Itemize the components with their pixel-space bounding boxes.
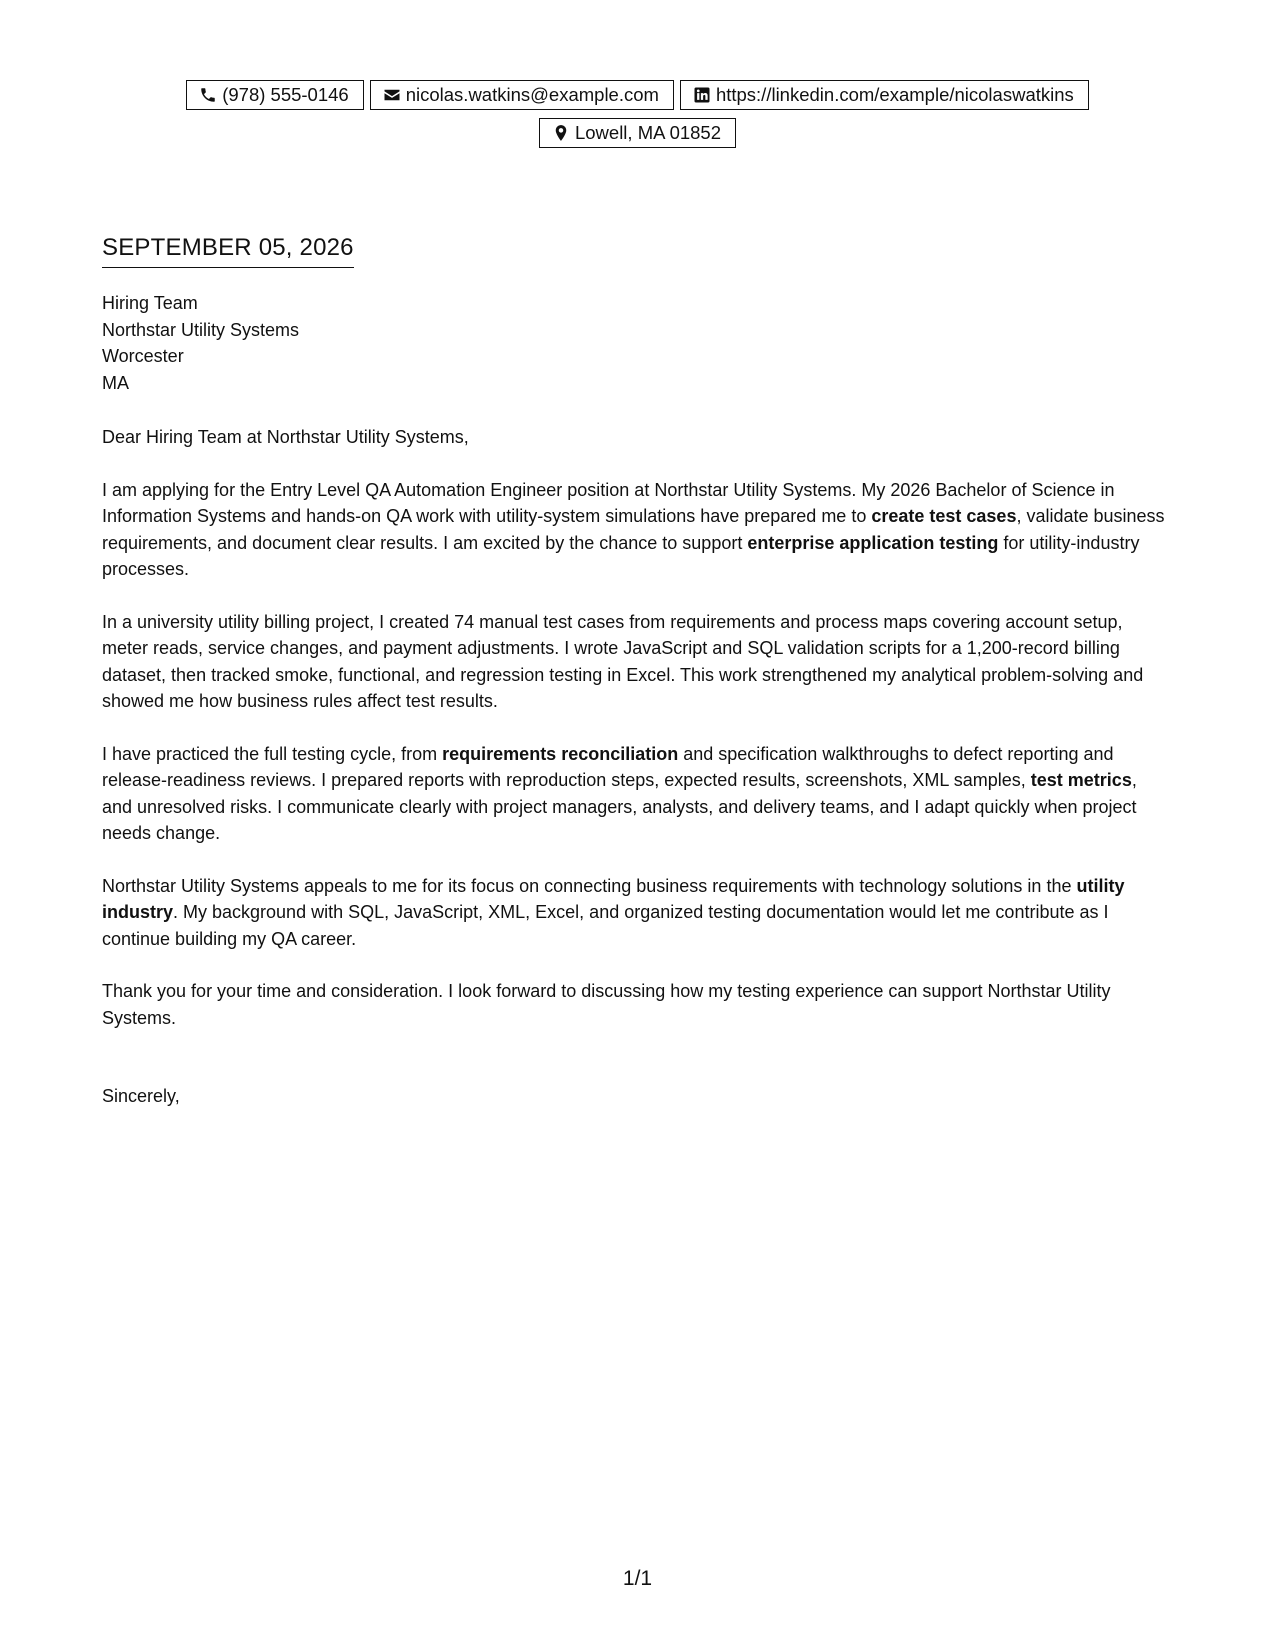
text-run: and specification walkthroughs to defect reporting and release-readiness reviews. I prepared reports with reproduction steps, expected results, screenshots, XML samples, <box>102 743 1114 790</box>
linkedin-chip[interactable] <box>680 80 1089 110</box>
contact-row-1 <box>186 80 1089 110</box>
bold-phrase: create test cases <box>871 506 1017 526</box>
text-run: for utility-industry processes. <box>102 532 1140 579</box>
text-run: , validate business requirements, and document clear results. I am excited by the chance to support <box>102 506 1165 553</box>
text-run: , and unresolved risks. I communicate clearly with project managers, analysts, and delivery teams, and I adapt quickly when project needs change. <box>102 770 1137 843</box>
location-text: Lowell, MA 01852 <box>574 122 722 143</box>
location-chip[interactable] <box>539 118 736 148</box>
paragraph-4 <box>102 873 1170 953</box>
recipient-line: Worcester <box>102 346 184 366</box>
linkedin-text: https://linkedin.com/example/nicolaswatkins <box>715 84 1074 105</box>
paragraph-2: In a university utility billing project, I created 74 manual test cases from requirements and process maps covering account setup, meter reads, service changes, and payment adjustments. I wrote JavaScript and SQL validation scripts for a 1,200-record billing dataset, then tracked smoke, functional, and regression testing in Excel. This work strengthened my analytical problem-solving and showed me how business rules affect test results. <box>102 611 1144 711</box>
email-chip[interactable] <box>370 80 674 110</box>
paragraph-3 <box>102 741 1170 847</box>
paragraph-1 <box>102 477 1170 583</box>
salutation: Dear Hiring Team at Northstar Utility Systems, <box>102 427 469 447</box>
bold-phrase: requirements reconciliation <box>442 743 679 764</box>
map-pin-icon <box>552 124 570 142</box>
letter-date: SEPTEMBER 05, 2026 <box>102 232 354 268</box>
linkedin-icon <box>693 86 711 104</box>
bold-phrase: test metrics <box>1030 770 1132 790</box>
bold-phrase: enterprise application testing <box>747 532 999 553</box>
letter-body <box>102 424 1170 1136</box>
phone-text: (978) 555-0146 <box>222 84 349 105</box>
paragraph-5: Thank you for your time and consideration. I look forward to discussing how my testing experience can support Northstar Utility Systems. <box>102 981 1111 1028</box>
recipient-line: Hiring Team <box>102 293 198 313</box>
text-run: I have practiced the full testing cycle, from <box>102 743 443 764</box>
text-run: Northstar Utility Systems appeals to me for its focus on connecting business requirements with technology solutions in the <box>102 875 1077 896</box>
text-run: . My background with SQL, JavaScript, XML, Excel, and organized testing documentation would let me contribute as I continue building my QA career. <box>102 902 1109 949</box>
recipient-line: Northstar Utility Systems <box>102 319 300 340</box>
contact-header <box>0 80 1275 148</box>
contact-row-2 <box>539 118 736 148</box>
recipient-line: MA <box>102 372 129 393</box>
closing: Sincerely, <box>102 1086 180 1106</box>
envelope-icon <box>383 86 401 104</box>
phone-chip[interactable] <box>186 80 364 110</box>
bold-phrase: utility industry <box>102 875 1125 922</box>
email-text: nicolas.watkins@example.com <box>405 84 659 105</box>
text-run: I am applying for the Entry Level QA Automation Engineer position at Northstar Utility Systems. My 2026 Bachelor of Science in Information Systems and hands-on QA work with utility-system simulations have prepared me to <box>102 479 1115 526</box>
phone-icon <box>199 86 217 104</box>
recipient-block <box>102 290 299 396</box>
page-number: 1/1 <box>622 1567 653 1590</box>
